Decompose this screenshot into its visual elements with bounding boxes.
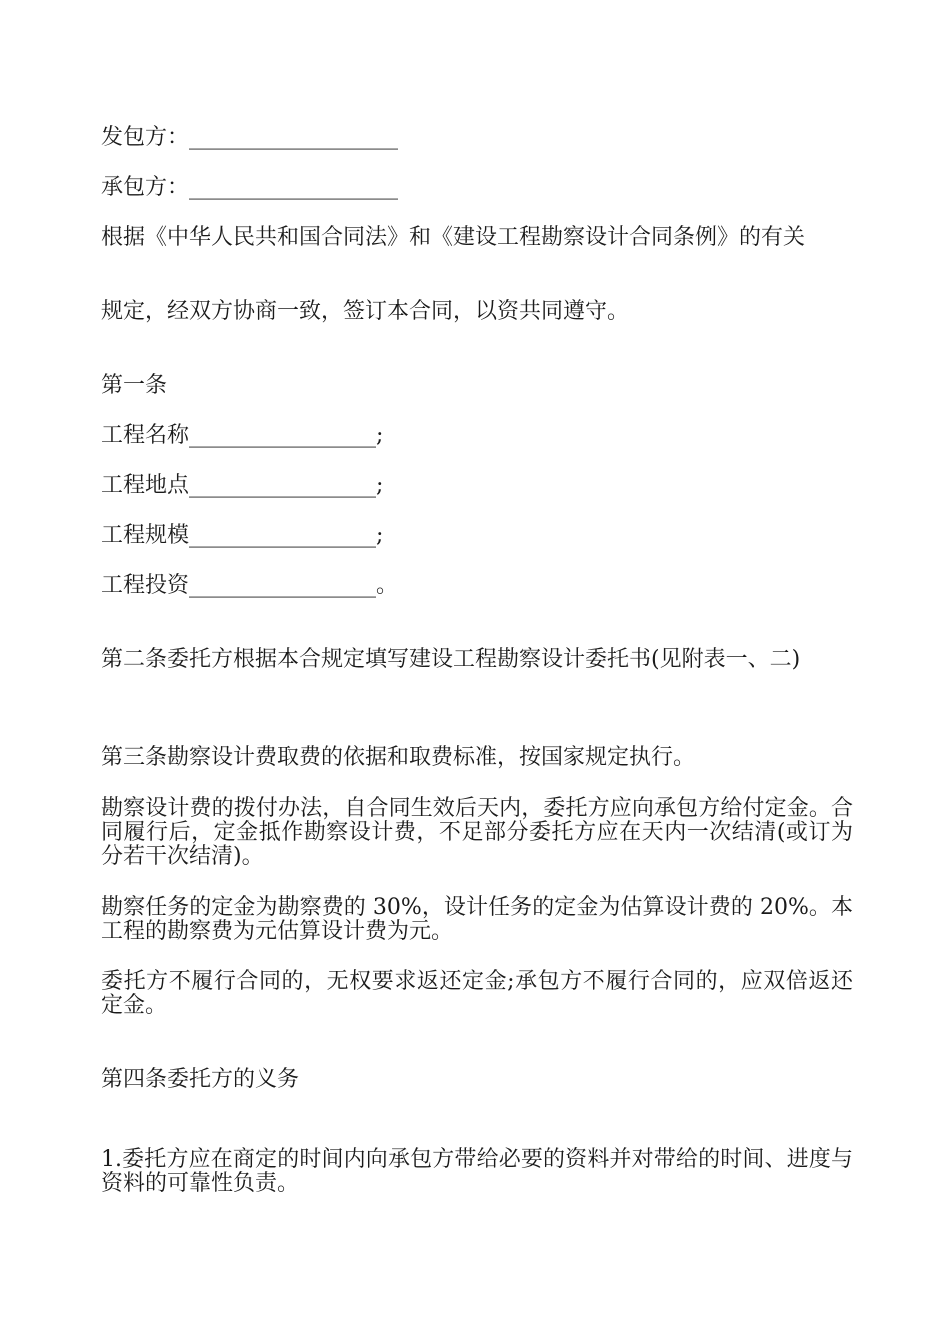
- article-4-title: 第四条委托方的义务: [101, 1067, 300, 1092]
- project-name-field: 工程名称_________________;: [101, 423, 384, 448]
- project-investment-field: 工程投资_________________。: [101, 573, 399, 598]
- project-site-field: 工程地点_________________;: [101, 473, 384, 498]
- intro-paragraph-line-2: 规定，经双方协商一致，签订本合同，以资共同遵守。: [101, 299, 630, 324]
- party-a-line: 发包方：___________________: [101, 125, 399, 150]
- article-1-title: 第一条: [101, 373, 168, 398]
- intro-paragraph-line-1: 根据《中华人民共和国合同法》和《建设工程勘察设计合同条例》的有关: [101, 225, 806, 250]
- party-b-line: 承包方：___________________: [101, 175, 399, 200]
- article-2-paragraph: 第二条委托方根据本合规定填写建设工程勘察设计委托书(见附表一、二): [101, 647, 801, 672]
- article-3-paragraph: 第三条勘察设计费取费的依据和取费标准，按国家规定执行。: [101, 745, 696, 770]
- fee-payment-paragraph: 勘察设计费的拨付办法，自合同生效后天内，委托方应向承包方给付定金。合同履行后，定金抵作勘察设计费，不足部分委托方应在天内一次结清(或订为分若干次结清)。: [101, 796, 853, 869]
- project-scale-field: 工程规模_________________;: [101, 523, 384, 548]
- duty-1-paragraph: 1.委托方应在商定的时间内向承包方带给必要的资料并对带给的时间、进度与资料的可靠性负责。: [101, 1147, 853, 1196]
- default-clause-paragraph: 委托方不履行合同的，无权要求返还定金;承包方不履行合同的，应双倍返还定金。: [101, 969, 853, 1018]
- deposit-paragraph: 勘察任务的定金为勘察费的 30%，设计任务的定金为估算设计费的 20%。本工程的勘察费为元估算设计费为元。: [101, 895, 853, 944]
